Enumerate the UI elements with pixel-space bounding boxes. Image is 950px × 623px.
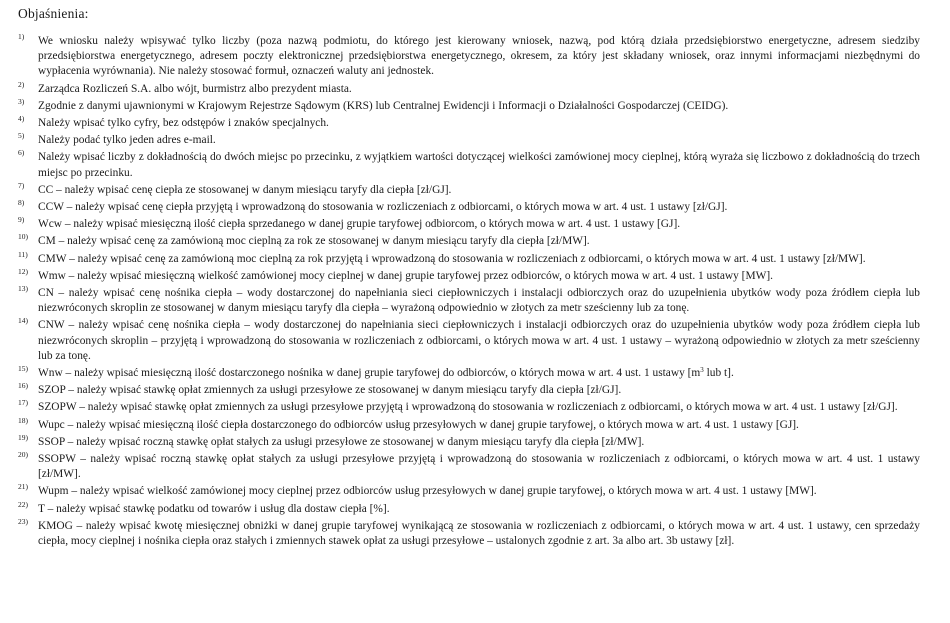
note-13 [18,286,920,316]
note-number: 21) [18,482,28,492]
note-number: 20) [18,450,28,460]
note-14 [18,318,920,364]
note-number: 13) [18,284,28,294]
note-text: We wniosku należy wpisywać tylko liczby (poza nazwą podmiotu, do którego jest kierowany wniosek, nazwą, pod którą działa przedsiębiorstwo energetyczne, adresem siedziby przedsiębiorstwa energetycznego, adresem poczty elektronicznej przedsiębiorstwa energetycznego, okresem, za który jest składany wniosek, oraz innymi informacjami niezbędnymi do wypłacenia wyrównania). Nie należy stosować formuł, oznaczeń waluty ani jednostek. [38,35,920,78]
note-number: 22) [18,499,28,509]
note-text: CM – należy wpisać cenę za zamówioną moc cieplną za rok ze stosowanej w danym miesiącu taryfy dla ciepła [zł/MW]. [38,235,590,248]
note-number: 17) [18,398,28,408]
note-text: Zarządca Rozliczeń S.A. albo wójt, burmistrz albo prezydent miasta. [38,82,352,95]
note-number: 11) [18,249,28,259]
note-text: Wupm – należy wpisać wielkość zamówionej mocy cieplnej przez odbiorców usług przesyłowych w danej grupie taryfowej, o których mowa w art. 4 ust. 1 ustawy [MW]. [38,485,817,498]
note-20 [18,452,920,482]
note-number: 12) [18,266,28,276]
note-15 [18,366,920,381]
note-number: 6) [18,148,25,158]
note-text: CC – należy wpisać cenę ciepła ze stosowanej w danym miesiącu taryfy dla ciepła [zł/GJ]. [38,183,452,196]
note-22 [18,499,920,517]
note-6 [18,150,920,180]
note-text: Należy wpisać liczby z dokładnością do dwóch miejsc po przecinku, z wyjątkiem wartości dotyczącej wielkości zamówionej mocy cieplnej, którą wyraża się liczbowo z dokładnością do trzech miejsc po przecinku. [38,151,920,179]
note-number: 7) [18,180,25,190]
note-11 [18,249,920,267]
note-9 [18,217,920,232]
note-text-tail: lub t]. [703,367,734,380]
note-number: 19) [18,432,28,442]
note-text: SSOP – należy wpisać roczną stawkę opłat stałych za usługi przesyłowe ze stosowanej w danym miesiącu taryfy dla ciepła [zł/MW]. [38,435,645,448]
note-number: 8) [18,198,25,208]
note-number: 3) [18,96,25,106]
note-text: Wmw – należy wpisać miesięczną wielkość zamówionej mocy cieplnej w danej grupie taryfowej przez odbiorców, o których mowa w art. 4 ust. 1 ustawy [MW]. [38,269,773,282]
note-text: SZOPW – należy wpisać stawkę opłat zmiennych za usługi przesyłowe przyjętą i wprowadzoną do stosowania w rozliczeniach z odbiorcami, o których mowa w art. 4 ust. 1 ustawy [zł/GJ]. [38,401,898,414]
note-10 [18,234,920,249]
note-1 [18,34,920,80]
note-text: SSOPW – należy wpisać roczną stawkę opłat stałych za usługi przesyłowe przyjętą i wprowadzoną do stosowania w rozliczeniach z odbiorcami, o których mowa w art. 4 ust. 1 ustawy [zł/MW]. [38,453,920,481]
note-number: 1) [18,32,25,41]
note-5 [18,133,920,148]
note-text: Wupc – należy wpisać miesięczną ilość ciepła dostarczonego do odbiorców usług przesyłowych w danej grupie taryfowej, o których mowa w art. 4 ust. 1 ustawy [GJ]. [38,418,799,431]
note-text: CNW – należy wpisać cenę nośnika ciepła – wody dostarczonej do napełniania sieci ciepłowniczych i instalacji odbiorczych oraz do uzupełnienia ubytków wody poza źródłem ciepła lub niezwróconych skroplin – przyjętą i wprowadzoną do stosowania w rozliczeniach z odbiorcami, o których mowa w art. 4 ust. 1 ustawy – wyrażoną odpowiednio w złotych za metr sześcienny lub za tonę. [38,319,920,362]
note-21 [18,484,920,499]
note-17 [18,400,920,415]
note-number: 2) [18,79,25,89]
note-number: 9) [18,215,25,225]
note-text: SZOP – należy wpisać stawkę opłat zmiennych za usługi przesyłowe ze stosowanej w danym miesiącu taryfy dla ciepła [zł/GJ]. [38,384,622,397]
notes-list [18,34,920,551]
note-12 [18,266,920,284]
note-number: 10) [18,232,28,242]
note-text: T – należy wpisać stawkę podatku od towarów i usług dla dostaw ciepła [%]. [38,502,390,515]
notes-heading: Objaśnienia: [18,6,89,21]
note-2 [18,79,920,97]
note-18 [18,415,920,433]
note-7 [18,180,920,198]
note-number: 16) [18,381,28,391]
note-8 [18,200,920,215]
note-16 [18,383,920,398]
note-text: Należy wpisać tylko cyfry, bez odstępów i znaków specjalnych. [38,117,329,130]
note-text: CN – należy wpisać cenę nośnika ciepła – wody dostarczonej do napełniania sieci ciepłowniczych i instalacji odbiorczych oraz do uzupełnienia ubytków wody poza źródłem ciepła lub niezwróconych skroplin ze stosowanej w danym miesiącu taryfy dla ciepła – wyrażoną odpowiednio w złotych za metr sześcienny lub za tonę. [38,287,920,315]
note-number: 23) [18,516,28,526]
note-text: Zgodnie z danymi ujawnionymi w Krajowym Rejestrze Sądowym (KRS) lub Centralnej Ewidencji i Informacji o Działalności Gospodarczej (CEIDG). [38,99,729,112]
note-4 [18,116,920,131]
note-text: KMOG – należy wpisać kwotę miesięcznej obniżki w danej grupie taryfowej wynikającą ze stosowania w rozliczeniach z odbiorcami, o których mowa w art. 4 ust. 1 ustawy, cen sprzedaży ciepła, mocy cieplnej i nośnika ciepła oraz stałych i zmiennych stawek opłat za usługi przesyłowe – ustalonych zgodnie z art. 3a albo art. 3b ustawy [zł]. [38,519,920,548]
note-text: CCW – należy wpisać cenę ciepła przyjętą i wprowadzoną do stosowania w rozliczeniach z odbiorcami, o których mowa w art. 4 ust. 1 ustawy [zł/GJ]. [38,201,728,214]
superscript: 3 [700,366,704,375]
note-number: 18) [18,415,28,425]
note-text: CMW – należy wpisać cenę za zamówioną moc cieplną za rok przyjętą i wprowadzoną do stosowania w rozliczeniach z odbiorcami, o których mowa w art. 4 ust. 1 ustawy [zł/MW]. [38,252,866,265]
note-text: Wcw – należy wpisać miesięczną ilość ciepła sprzedanego w danej grupie taryfowej odbiorcom, o których mowa w art. 4 ust. 1 ustawy [GJ]. [38,218,681,231]
note-number: 15) [18,364,28,374]
note-19 [18,432,920,450]
note-number: 4) [18,114,25,124]
note-3 [18,96,920,114]
note-text: Wnw – należy wpisać miesięczną ilość dostarczonego nośnika w danej grupie taryfowej do odbiorców, o których mowa w art. 4 ust. 1 ustawy [m [38,367,701,380]
note-text: Należy podać tylko jeden adres e-mail. [38,134,216,147]
note-number: 5) [18,131,25,141]
note-number: 14) [18,316,28,326]
note-23 [18,516,920,549]
